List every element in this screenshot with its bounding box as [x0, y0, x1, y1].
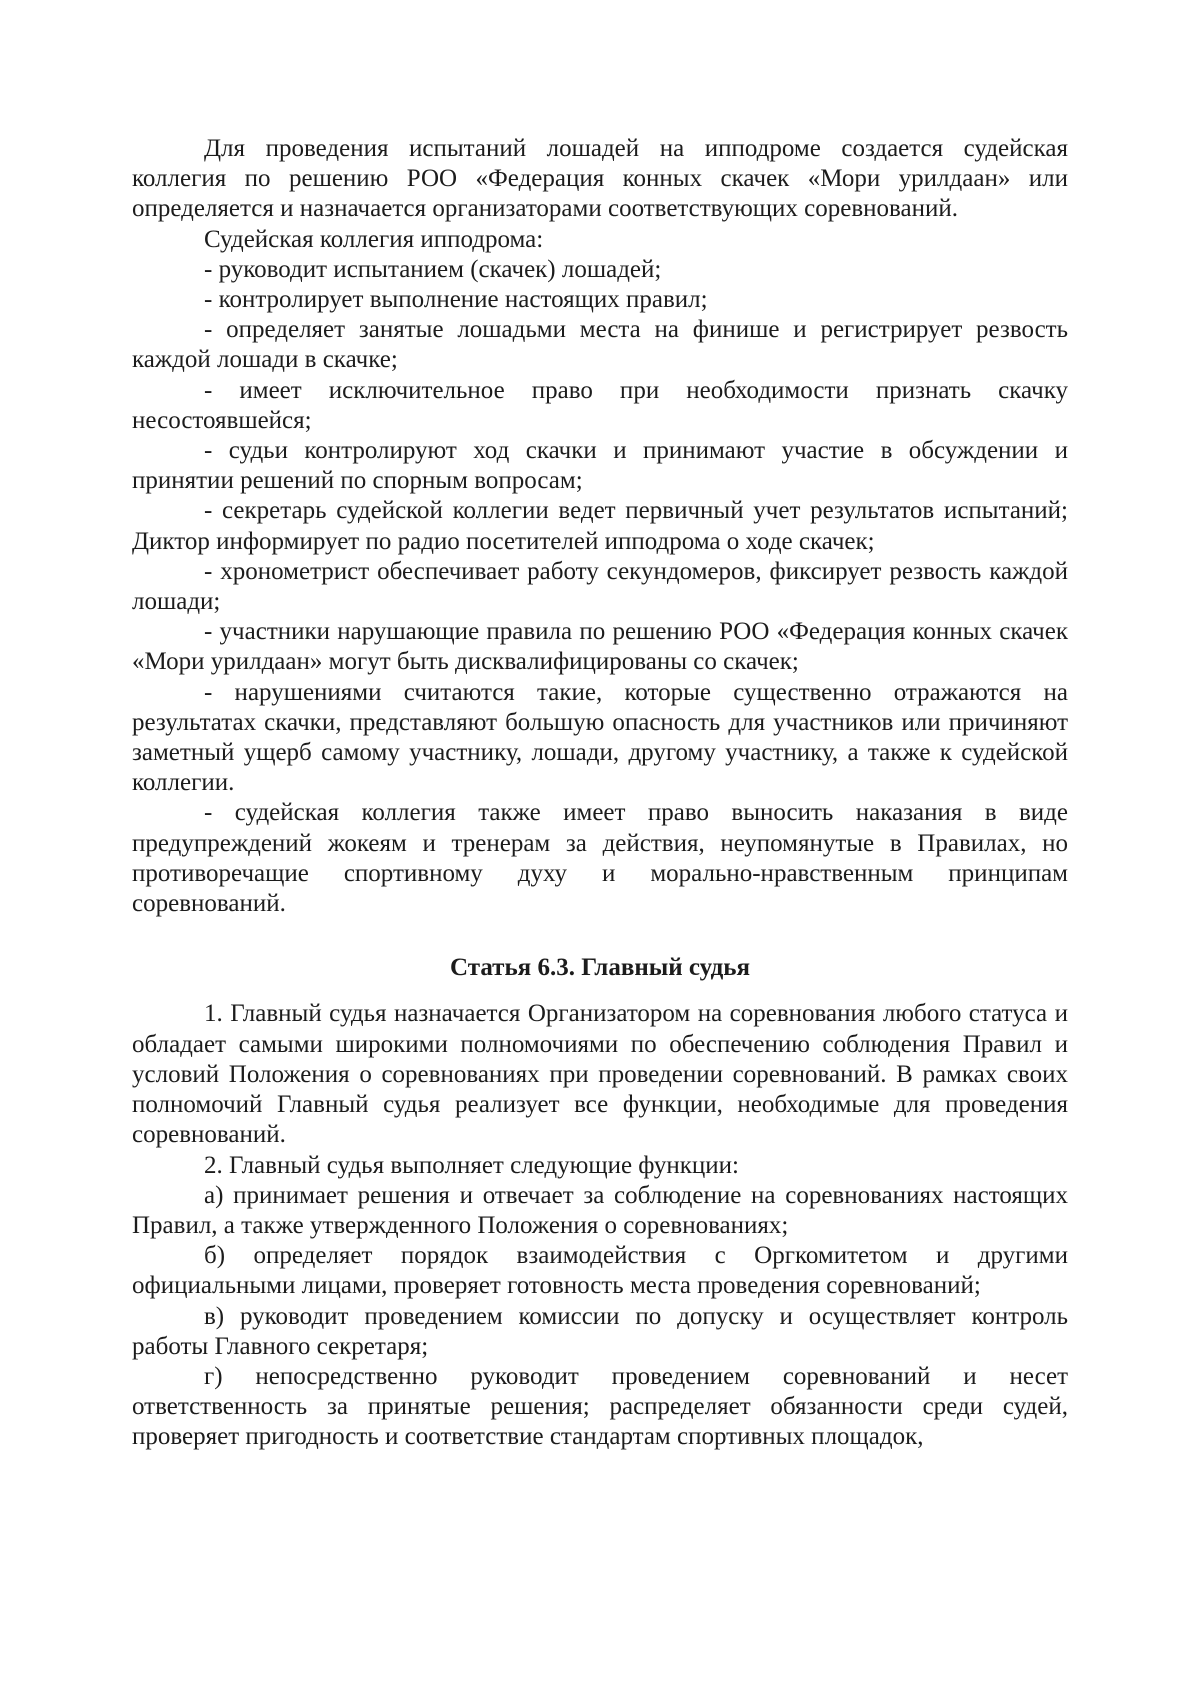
- article-heading: Статья 6.3. Главный судья: [450, 954, 750, 982]
- list-item: - судейская коллегия также имеет право выносить наказания в виде предупреждений жокеям и тренерам за действия, неупомянутые в Правилах, но противоречащие спортивному духу и морально-нравственным принципам соревнований.: [132, 799, 1068, 918]
- list-item: - секретарь судейской коллегии ведет первичный учет результатов испытаний; Диктор информирует по радио посетителей ипподрома о ходе скачек;: [132, 497, 1068, 555]
- list-item: - нарушениями считаются такие, которые существенно отражаются на результатах скачки, представляют большую опасность для участников или причиняют заметный ущерб самому участнику, лошади, другому участнику, а также к судейской коллегии.: [132, 678, 1068, 797]
- list-item: - участники нарушающие правила по решению РОО «Федерация конных скачек «Мори урилдаан» могут быть дисквалифицированы со скачек;: [132, 618, 1068, 676]
- article-list-item: б) определяет порядок взаимодействия с Оргкомитетом и другими официальными лицами, проверяет готовность места проведения соревнований;: [132, 1242, 1068, 1300]
- document-page: [132, 134, 1068, 1453]
- list-item: - определяет занятые лошадьми места на финише и регистрирует резвость каждой лошади в скачке;: [132, 316, 1068, 374]
- article-list-item: в) руководит проведением комиссии по допуску и осуществляет контроль работы Главного секретаря;: [132, 1302, 1068, 1360]
- article-list-item: а) принимает решения и отвечает за соблюдение на соревнованиях настоящих Правил, а также утвержденного Положения о соревнованиях;: [132, 1181, 1068, 1239]
- list-item: - хронометрист обеспечивает работу секундомеров, фиксирует резвость каждой лошади;: [132, 557, 1068, 616]
- list-item: - контролирует выполнение настоящих правил;: [204, 286, 708, 314]
- paragraph-judging-panel: Судейская коллегия ипподрома:: [204, 225, 544, 253]
- paragraph-intro: Для проведения испытаний лошадей на ипподроме создается судейская коллегия по решению РОО «Федерация конных скачек «Мори урилдаан» или определяется и назначается организаторами соответствующих соревнований.: [132, 135, 1068, 223]
- article-list-item: г) непосредственно руководит проведением соревнований и несет ответственность за принятые решения; распределяет обязанности среди судей, проверяет пригодность и соответствие стандартам спортивных площадок,: [132, 1362, 1068, 1451]
- article-paragraph: 2. Главный судья выполняет следующие функции:: [204, 1151, 739, 1179]
- list-item: - судьи контролируют ход скачки и принимают участие в обсуждении и принятии решений по спорным вопросам;: [132, 437, 1068, 495]
- list-item: - имеет исключительное право при необходимости признать скачку несостоявшейся;: [132, 376, 1068, 434]
- article-paragraph: 1. Главный судья назначается Организатором на соревнования любого статуса и обладает самыми широкими полномочиями по обеспечению соблюдения Правил и условий Положения о соревнованиях при проведении соревнований. В рамках своих полномочий Главный судья реализует все функции, необходимые для проведения соревнований.: [132, 1000, 1068, 1149]
- list-item: - руководит испытанием (скачек) лошадей;: [204, 255, 662, 283]
